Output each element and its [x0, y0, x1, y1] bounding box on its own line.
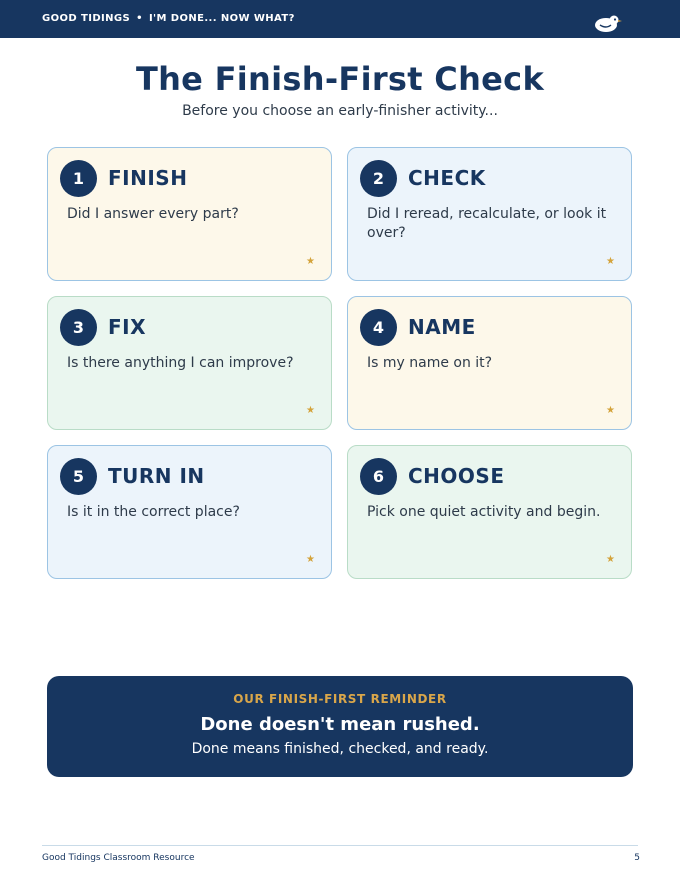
step-heading: FIX: [108, 315, 147, 339]
star-icon: ★: [606, 256, 615, 267]
reminder-detail: Done means finished, checked, and ready.: [191, 741, 489, 757]
step-card-check: [347, 147, 632, 281]
step-card-name: [347, 296, 632, 430]
step-question: Is there anything I can improve?: [67, 355, 294, 371]
step-question: Did I answer every part?: [67, 206, 239, 222]
step-number-badge: 3: [60, 309, 97, 346]
step-number-badge: 6: [360, 458, 397, 495]
star-icon: ★: [306, 405, 315, 416]
step-heading: TURN IN: [108, 464, 205, 488]
step-card-finish: [47, 147, 332, 281]
star-icon: ★: [306, 554, 315, 565]
reminder-headline: Done doesn't mean rushed.: [200, 714, 480, 735]
bird-logo-icon: [594, 14, 624, 34]
breadcrumb: [42, 13, 295, 24]
top-banner: [0, 0, 680, 38]
page-subtitle: Before you choose an early-finisher activity...: [182, 103, 498, 119]
step-card-turn-in: [47, 445, 332, 579]
step-question: Is it in the correct place?: [67, 504, 240, 520]
step-number-badge: 4: [360, 309, 397, 346]
star-icon: ★: [606, 554, 615, 565]
reminder-kicker: OUR FINISH-FIRST REMINDER: [233, 692, 447, 706]
breadcrumb-separator: •: [136, 13, 143, 24]
step-number-badge: 2: [360, 160, 397, 197]
breadcrumb-section: I'M DONE... NOW WHAT?: [148, 13, 295, 24]
reminder-banner: [47, 676, 633, 777]
step-question: Did I reread, recalculate, or look it over?: [367, 206, 607, 241]
step-number-badge: 1: [60, 160, 97, 197]
step-question: Is my name on it?: [367, 355, 493, 371]
step-card-fix: [47, 296, 332, 430]
page-title: The Finish-First Check: [135, 60, 545, 98]
footer-divider: [42, 845, 638, 846]
step-question: Pick one quiet activity and begin.: [367, 504, 601, 520]
page-number: 5: [634, 853, 640, 863]
step-card-choose: [347, 445, 632, 579]
step-heading: NAME: [408, 315, 476, 339]
step-number-badge: 5: [60, 458, 97, 495]
step-heading: FINISH: [108, 166, 188, 190]
step-heading: CHOOSE: [408, 464, 505, 488]
breadcrumb-brand: GOOD TIDINGS: [42, 13, 131, 24]
step-heading: CHECK: [408, 166, 486, 190]
star-icon: ★: [306, 256, 315, 267]
star-icon: ★: [606, 405, 615, 416]
footer-source: Good Tidings Classroom Resource: [42, 853, 195, 863]
